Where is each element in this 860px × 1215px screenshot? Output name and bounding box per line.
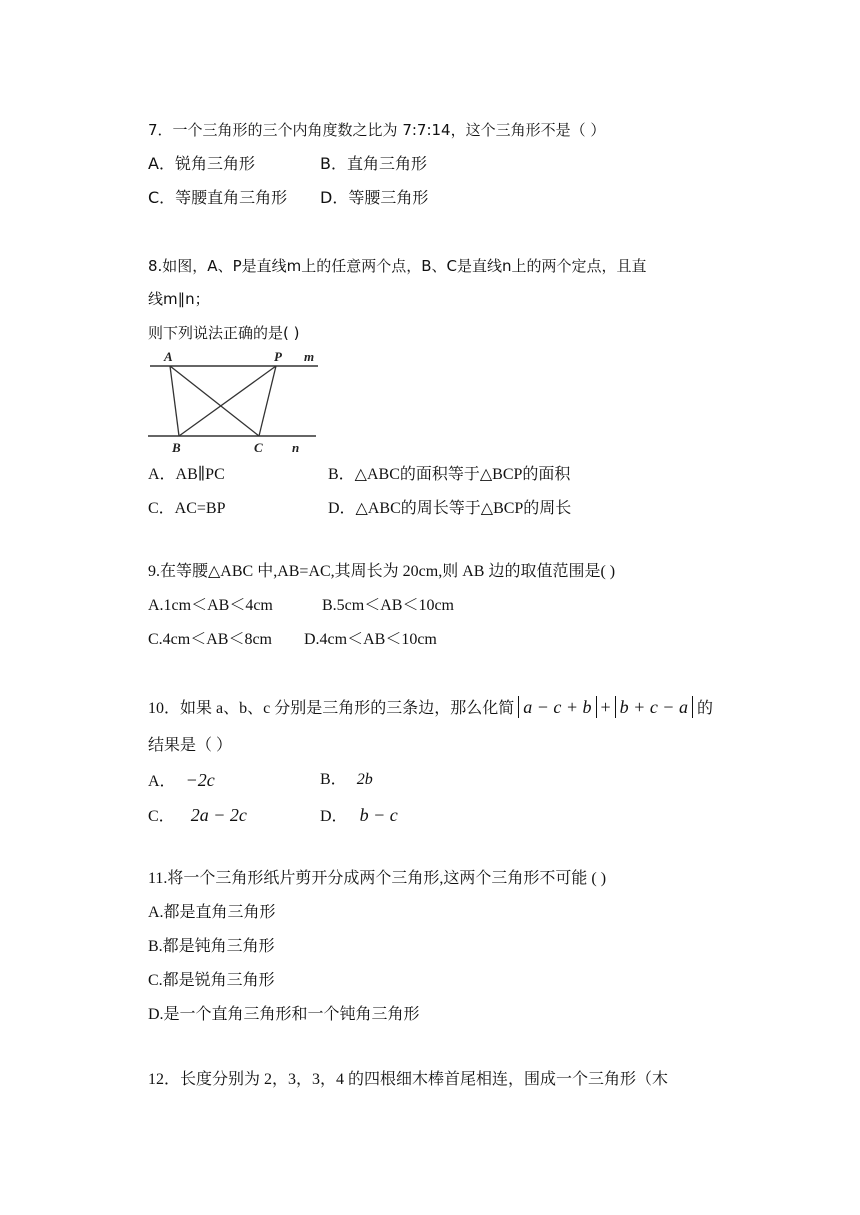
q10-option-a-value: −2c xyxy=(185,770,215,790)
q10-stem-suffix: 的 xyxy=(696,700,713,717)
q8-stem-line3: 则下列说法正确的是( ) xyxy=(148,324,300,342)
q10-abs-term-2: b + c − a xyxy=(615,696,693,718)
q9-stem: 9.在等腰△ABC 中,AB=AC,其周长为 20cm,则 AB 边的取值范围是( ) xyxy=(148,563,616,580)
q10-option-c-label: C． xyxy=(148,808,175,825)
segment-ab xyxy=(170,366,179,436)
q8-option-b: B．△ABC的面积等于△BCP的面积 xyxy=(328,466,571,483)
q7-option-b: B．直角三角形 xyxy=(320,154,427,173)
q10-option-a xyxy=(148,770,215,792)
q8-figure xyxy=(146,348,324,456)
q10-option-d-value: b − c xyxy=(359,805,398,825)
q11-option-b: B.都是钝角三角形 xyxy=(148,938,275,955)
q7-option-a: A．锐角三角形 xyxy=(148,154,255,173)
q9-option-d: D.4cm＜AB＜10cm xyxy=(304,631,437,648)
q7-stem: 7．一个三角形的三个内角度数之比为 7:7:14，这个三角形不是（ ） xyxy=(148,121,606,139)
q11-stem: 11.将一个三角形纸片剪开分成两个三角形,这两个三角形不可能 ( ) xyxy=(148,870,607,887)
q9-option-b: B.5cm＜AB＜10cm xyxy=(322,597,454,614)
q10-plus: + xyxy=(600,697,611,717)
q10-option-c-value: 2a − 2c xyxy=(190,805,247,825)
q10-stem-prefix: 10．如果 a、b、c 分别是三角形的三条边，那么化简 xyxy=(148,700,515,717)
q7-option-d: D．等腰三角形 xyxy=(320,188,429,207)
q9-option-a: A.1cm＜AB＜4cm xyxy=(148,597,273,614)
q8-option-a: A．AB∥PC xyxy=(148,466,225,483)
q10-stem-line2: 结果是（ ） xyxy=(148,737,233,754)
q10-option-b xyxy=(320,770,373,790)
q11-option-d: D.是一个直角三角形和一个钝角三角形 xyxy=(148,1006,420,1023)
q8-stem-line2: 线m∥n； xyxy=(148,290,210,308)
q8-option-c: C．AC=BP xyxy=(148,500,226,517)
q12-stem: 12．长度分别为 2，3，3，4 的四根细木棒首尾相连，围成一个三角形（木 xyxy=(148,1071,669,1088)
q10-abs-term-1: a − c + b xyxy=(518,696,596,718)
q11-option-a: A.都是直角三角形 xyxy=(148,904,276,921)
q10-option-b-value: 2b xyxy=(356,771,373,788)
label-m: m xyxy=(304,349,315,364)
q10-option-b-label: B． xyxy=(320,771,347,788)
q10-option-a-label: A． xyxy=(148,773,176,790)
label-p: P xyxy=(274,349,282,364)
q8-stem-line1: 8.如图，A、P是直线m上的任意两个点，B、C是直线n上的两个定点，且直 xyxy=(148,257,647,275)
label-b: B xyxy=(172,440,181,455)
q10-option-c xyxy=(148,805,247,827)
q8-option-d: D．△ABC的周长等于△BCP的周长 xyxy=(328,500,572,517)
q10-option-d xyxy=(320,805,398,827)
q9-option-c: C.4cm＜AB＜8cm xyxy=(148,631,272,648)
q10-stem-line1 xyxy=(148,694,713,722)
label-c: C xyxy=(254,440,263,455)
label-a: A xyxy=(164,349,173,364)
q11-option-c: C.都是锐角三角形 xyxy=(148,972,275,989)
q10-option-d-label: D． xyxy=(320,808,348,825)
label-n: n xyxy=(292,440,300,455)
segment-ac xyxy=(170,366,259,436)
q7-option-c: C．等腰直角三角形 xyxy=(148,188,288,207)
